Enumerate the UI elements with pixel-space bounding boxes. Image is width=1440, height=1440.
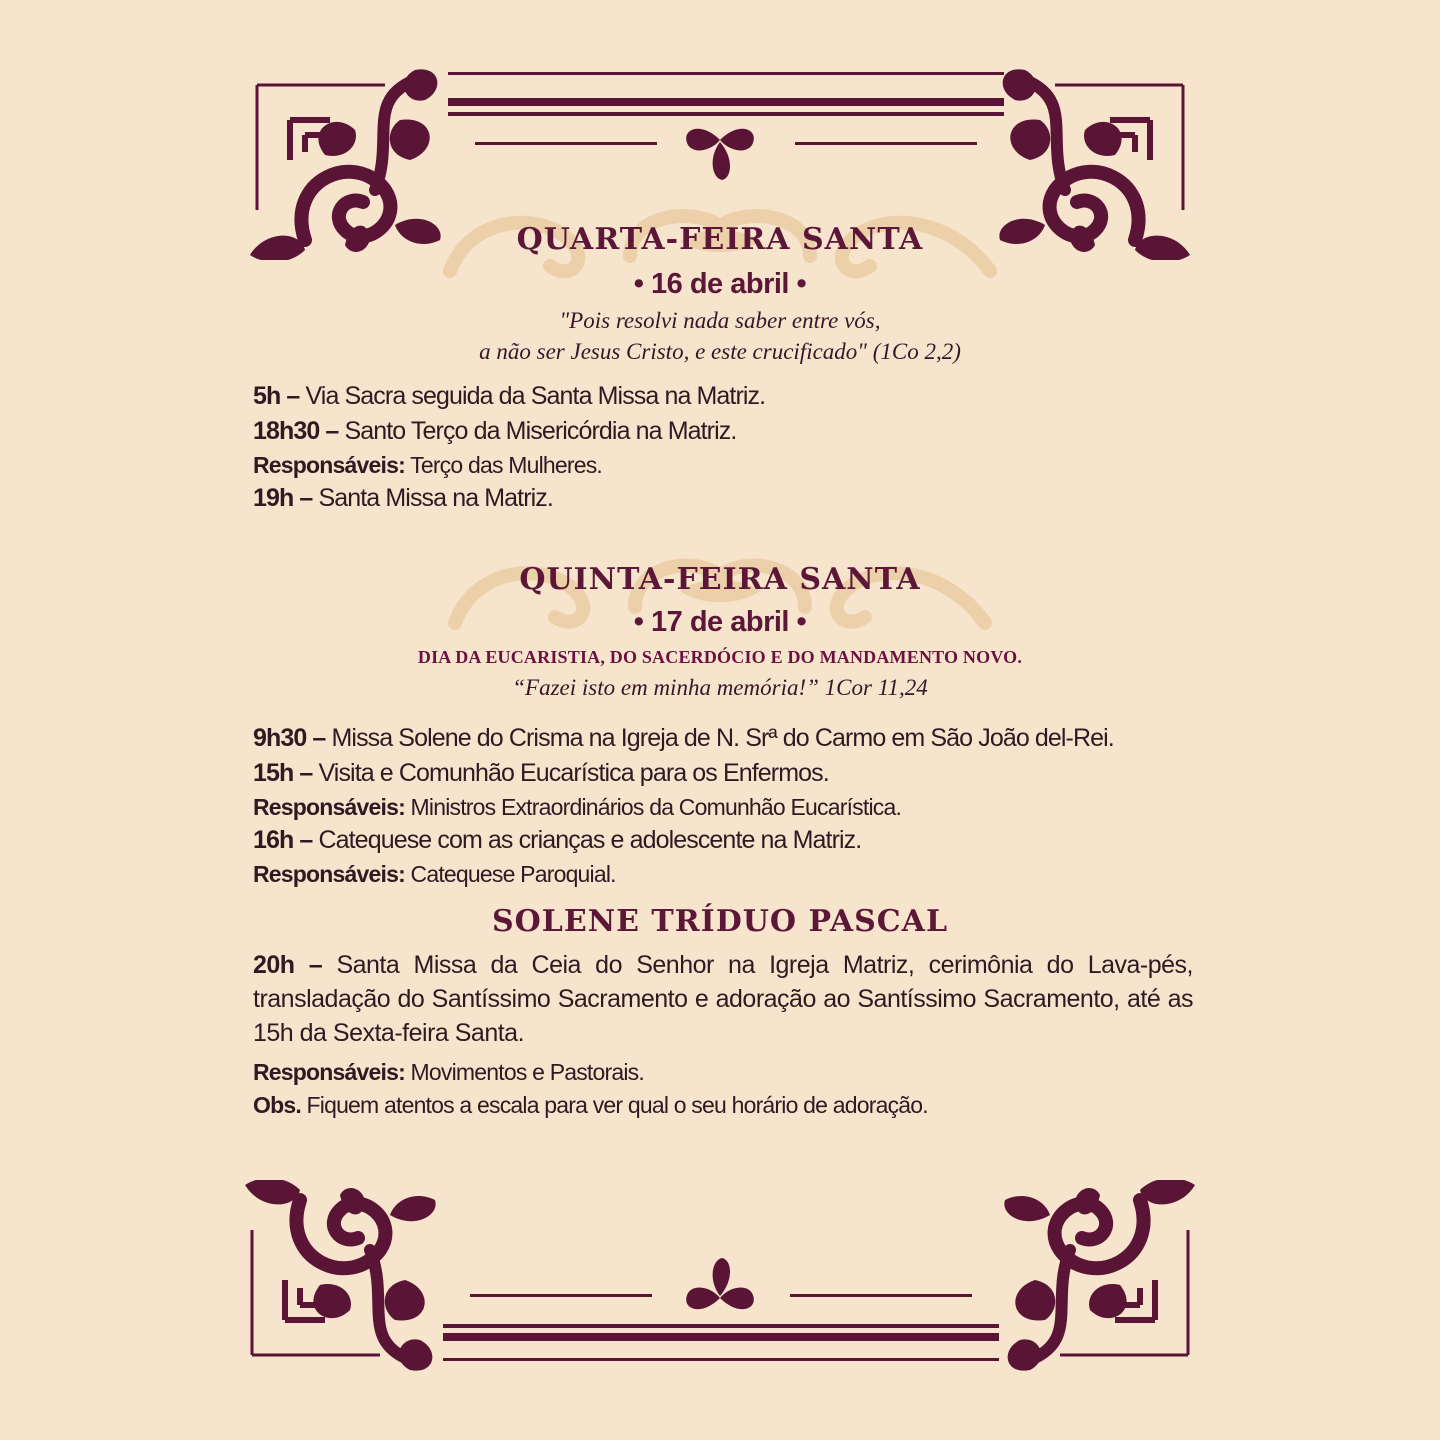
- item-time: 20h –: [253, 951, 323, 979]
- item-text: Missa Solene do Crisma na Igreja de N. Srª do Carmo em São João del-Rei.: [325, 724, 1114, 752]
- item-time: 15h –: [253, 759, 313, 787]
- quinta-item: [253, 826, 1213, 855]
- item-time: 18h30 –: [253, 417, 339, 445]
- item-text: Santa Missa na Matriz.: [312, 484, 553, 512]
- item-label: Obs.: [253, 1092, 301, 1118]
- quarta-item: [253, 484, 1213, 513]
- quinta-date: • 17 de abril •: [633, 606, 807, 638]
- item-text: Catequese Paroquial.: [404, 861, 616, 887]
- quinta-item: [253, 724, 1213, 753]
- item-text: Terço das Mulheres.: [404, 452, 603, 478]
- quarta-title: QUARTA-FEIRA SANTA: [516, 222, 924, 257]
- quarta-responsaveis: [253, 452, 1213, 479]
- triduo-main-paragraph: [253, 948, 1193, 1050]
- item-label: Responsáveis:: [253, 794, 405, 820]
- item-text: Catequese com as crianças e adolescente na Matriz.: [312, 826, 862, 854]
- item-text: Visita e Comunhão Eucarística para os Enfermos.: [312, 759, 829, 787]
- item-label: Responsáveis:: [253, 1059, 405, 1085]
- quinta-responsaveis: [253, 861, 1213, 888]
- item-text: Fiquem atentos a escala para ver qual o seu horário de adoração.: [300, 1092, 928, 1118]
- item-time: 5h –: [253, 382, 300, 410]
- quarta-quote-line1: "Pois resolvi nada saber entre vós,: [559, 308, 881, 333]
- quinta-quote: “Fazei isto em minha memória!” 1Cor 11,24: [512, 675, 928, 700]
- item-text: Santa Missa da Ceia do Senhor na Igreja Matriz, cerimônia do Lava-pés, transladação do Santíssimo Sacramento e adoração ao Santíssimo Sacramento, até as 15h da Sexta-feira Santa.: [253, 951, 1193, 1047]
- item-text: Movimentos e Pastorais.: [404, 1059, 644, 1085]
- item-text: Via Sacra seguida da Santa Missa na Matriz.: [299, 382, 766, 410]
- quinta-responsaveis: [253, 794, 1213, 821]
- bottom-ornamental-frame: [0, 1180, 1440, 1390]
- quinta-subtitle: DIA DA EUCARISTIA, DO SACERDÓCIO E DO MANDAMENTO NOVO.: [417, 647, 1023, 667]
- quarta-item: [253, 417, 1213, 446]
- triduo-obs: [253, 1092, 1213, 1119]
- quarta-item: [253, 382, 1213, 411]
- quarta-quote-line2: a não ser Jesus Cristo, e este crucificado" (1Co 2,2): [479, 339, 961, 364]
- item-label: Responsáveis:: [253, 861, 405, 887]
- item-time: 16h –: [253, 826, 313, 854]
- quinta-item: [253, 759, 1213, 788]
- item-time: 19h –: [253, 484, 313, 512]
- quarta-date: • 16 de abril •: [633, 268, 807, 300]
- item-text: Ministros Extraordinários da Comunhão Eucarística.: [404, 794, 902, 820]
- item-label: Responsáveis:: [253, 452, 405, 478]
- quinta-title: QUINTA-FEIRA SANTA: [519, 562, 921, 597]
- item-time: 9h30 –: [253, 724, 326, 752]
- triduo-responsaveis: [253, 1059, 1213, 1086]
- triduo-title: SOLENE TRÍDUO PASCAL: [491, 904, 949, 939]
- item-text: Santo Terço da Misericórdia na Matriz.: [338, 417, 737, 445]
